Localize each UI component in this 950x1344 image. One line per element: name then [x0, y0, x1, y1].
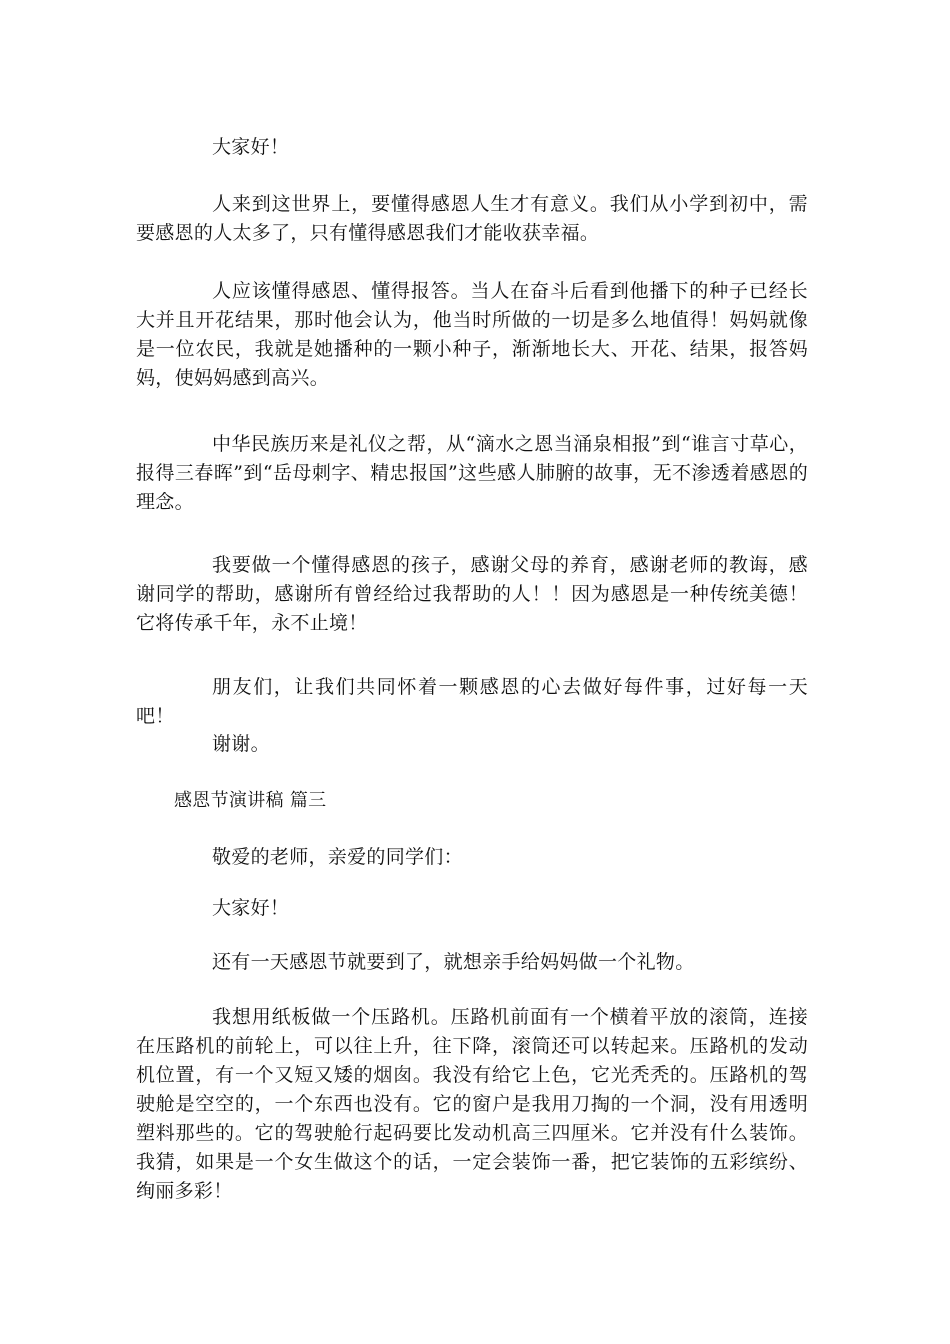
- paragraph-grateful-child: 我要做一个懂得感恩的孩子，感谢父母的养育，感谢老师的教诲，感谢同学的帮助，感谢所有曾经给过我帮助的人！！因为感恩是一种传统美德！它将传承千年，永不止境！: [136, 554, 808, 634]
- paragraph-greeting-2: 大家好！: [212, 897, 290, 919]
- paragraph-chinese-tradition: 中华民族历来是礼仪之帮，从“滴水之恩当涌泉相报”到“谁言寸草心，报得三春晖”到“岳母刺字、精忠报国”这些感人肺腑的故事，无不渗透着感恩的理念。: [136, 433, 808, 513]
- paragraph-thanks: 谢谢。: [212, 733, 270, 755]
- paragraph-gift: 还有一天感恩节就要到了，就想亲手给妈妈做一个礼物。: [212, 951, 695, 973]
- section-heading: 感恩节演讲稿 篇三: [174, 790, 327, 811]
- paragraph-road-roller: 我想用纸板做一个压路机。压路机前面有一个横着平放的滚筒，连接在压路机的前轮上，可以往上升，往下降，滚筒还可以转起来。压路机的发动机位置，有一个又短又矮的烟囱。我没有给它上色，它光秃秃的。压路机的驾驶舱是空空的，一个东西也没有。它的窗户是我用刀掏的一个洞，没有用透明塑料那些的。它的驾驶舱行起码要比发动机高三四厘米。它并没有什么装饰。我猜，如果是一个女生做这个的话，一定会装饰一番，把它装饰的五彩缤纷、绚丽多彩！: [136, 1006, 808, 1202]
- paragraph-gratitude-meaning: 人来到这世界上，要懂得感恩人生才有意义。我们从小学到初中，需要感恩的人太多了，只有懂得感恩我们才能收获幸福。: [136, 193, 808, 244]
- paragraph-salutation: 敬爱的老师，亲爱的同学们：: [212, 846, 463, 868]
- paragraph-greeting: 大家好！: [212, 136, 290, 158]
- paragraph-friends: 朋友们，让我们共同怀着一颗感恩的心去做好每件事，过好每一天吧！: [136, 676, 808, 727]
- paragraph-repay: 人应该懂得感恩、懂得报答。当人在奋斗后看到他播下的种子已经长大并且开花结果，那时他会认为，他当时所做的一切是多么地值得！妈妈就像是一位农民，我就是她播种的一颗小种子，渐渐地长大、开花、结果，报答妈妈，使妈妈感到高兴。: [136, 280, 808, 389]
